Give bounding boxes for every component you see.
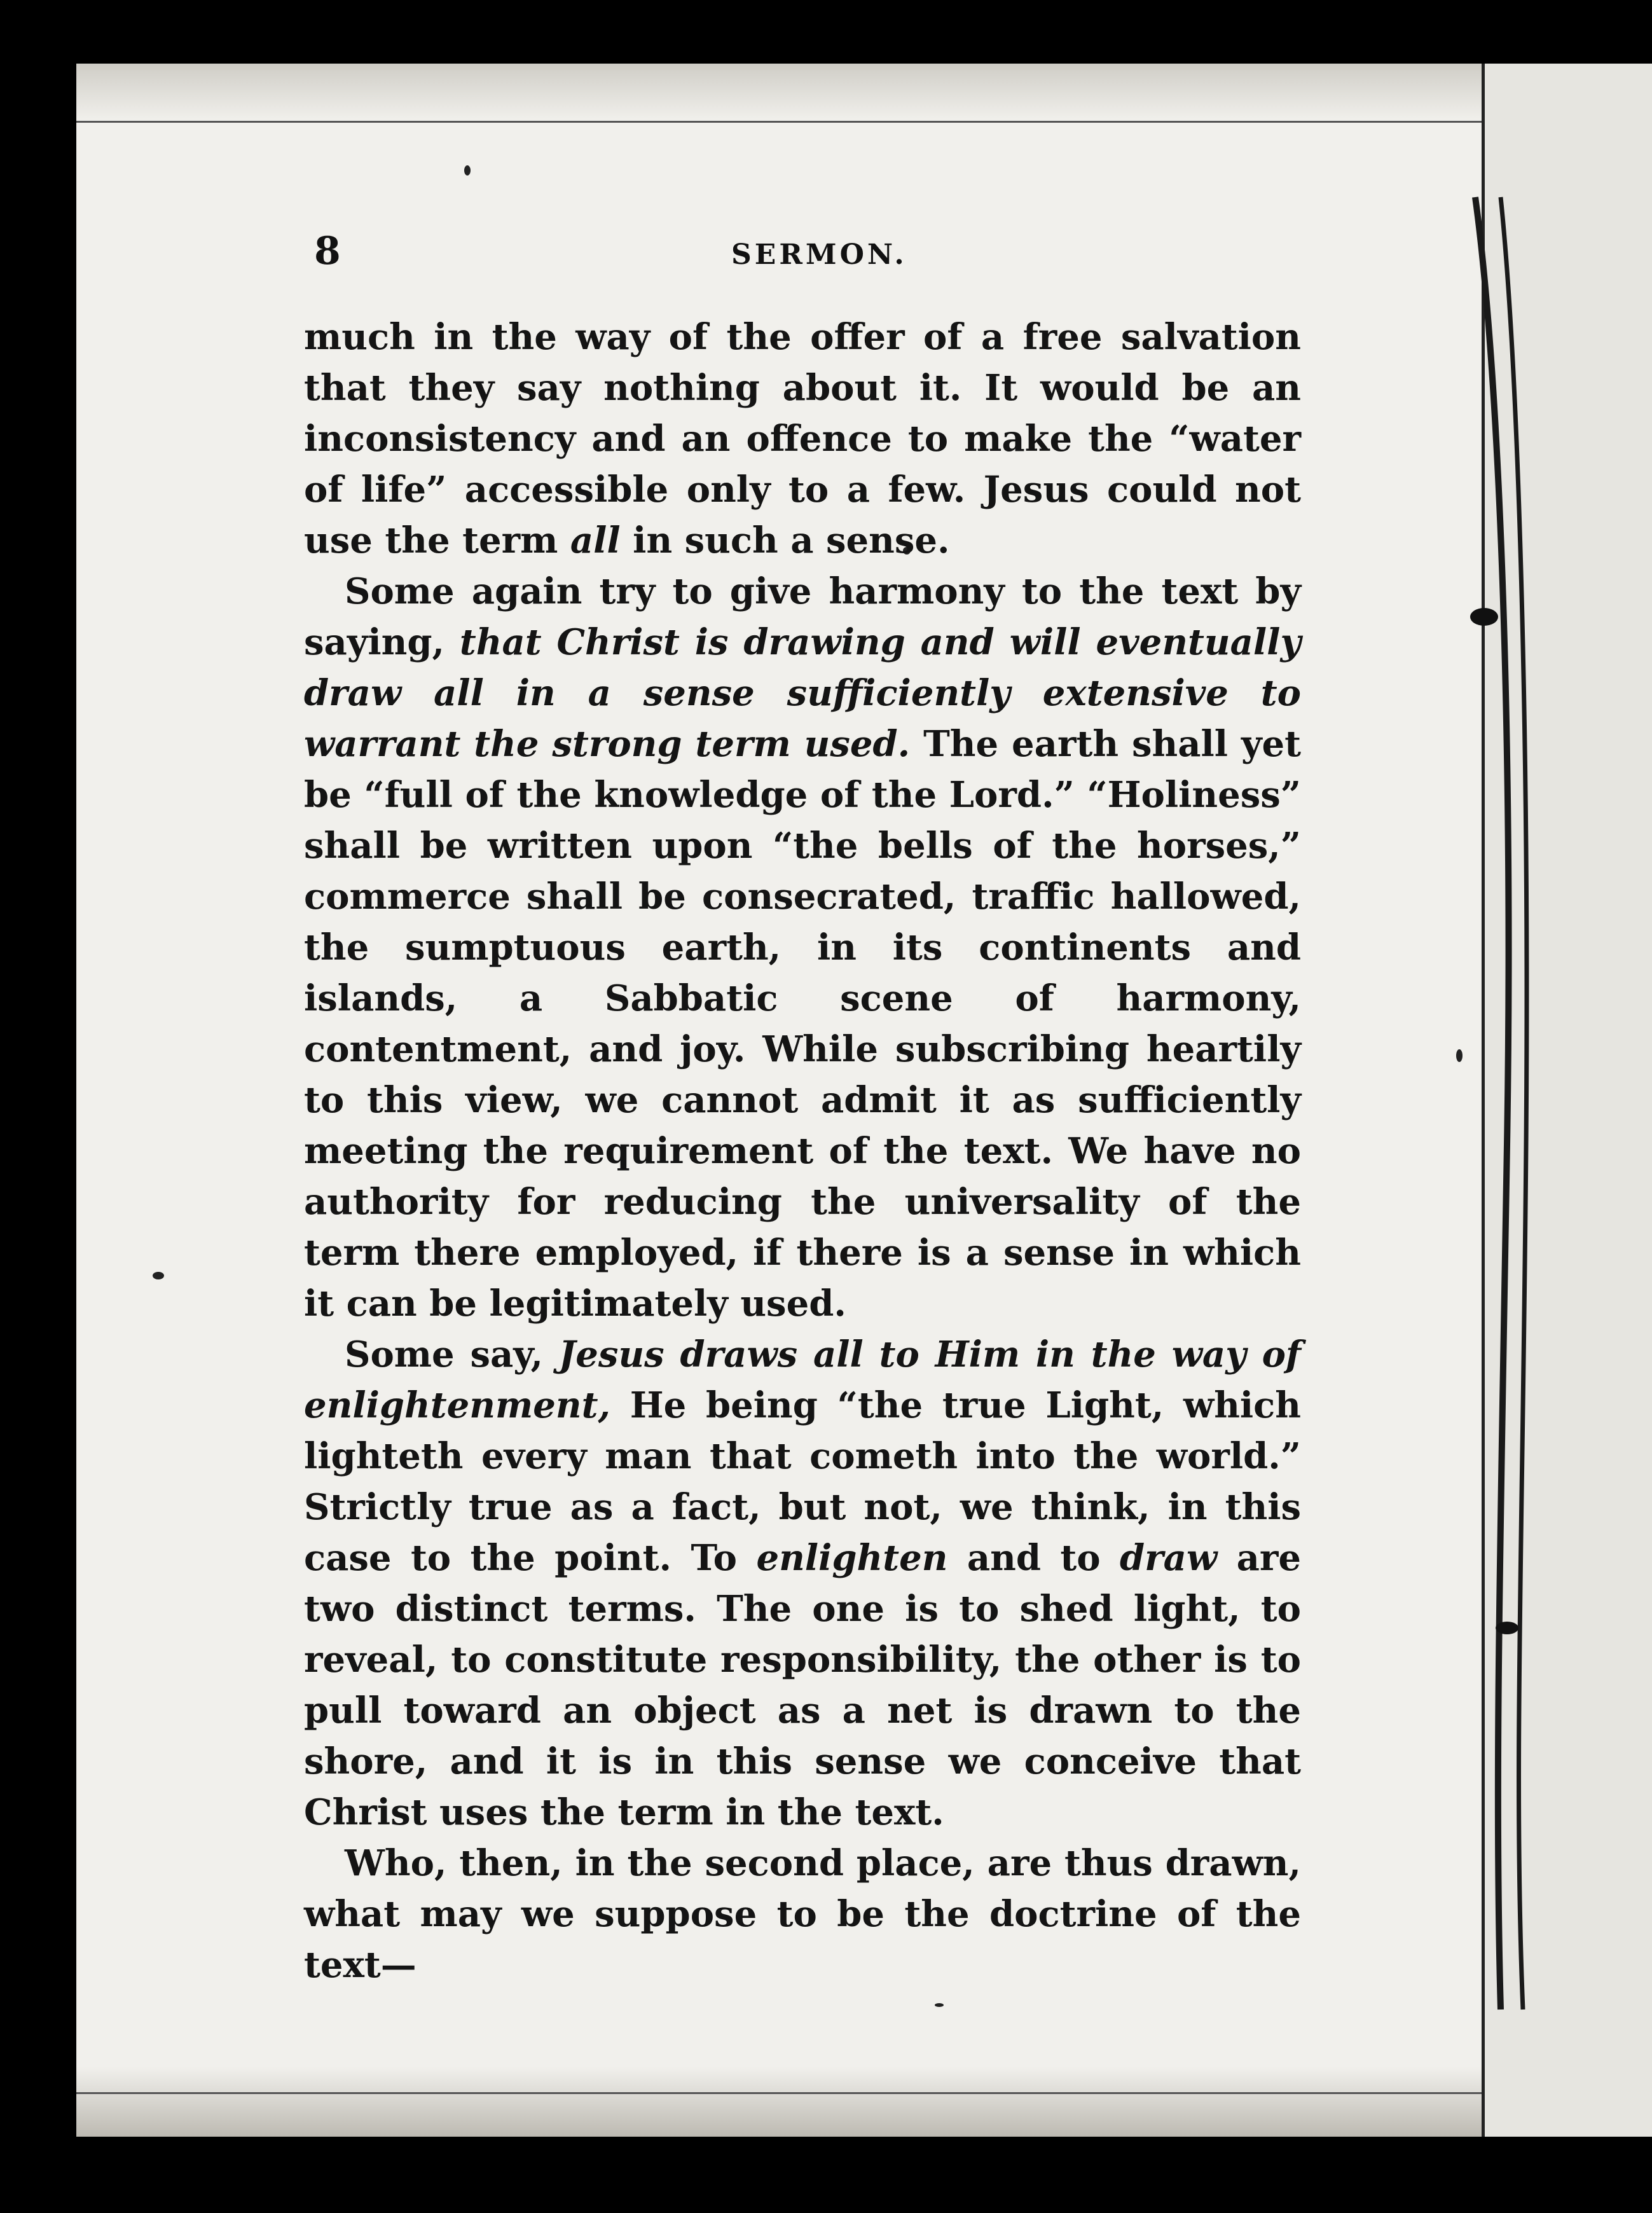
page-number: 8 bbox=[314, 229, 341, 273]
paragraph-3 bbox=[304, 1329, 1301, 1838]
emphasis: draw bbox=[1120, 1537, 1218, 1579]
text-run: and to bbox=[947, 1537, 1120, 1579]
scan-line-top bbox=[76, 121, 1652, 123]
ink-speck bbox=[935, 2003, 944, 2007]
paragraph-1 bbox=[304, 312, 1301, 566]
emphasis: Jesus draws all to Him in the way of enlightenment, bbox=[304, 1334, 1302, 1426]
scan-line-bottom bbox=[76, 2092, 1652, 2094]
emphasis: that Christ is drawing and will eventually draw all in a sense sufficiently extensive to warrant the strong term used. bbox=[304, 621, 1301, 765]
text-run: are two distinct terms. The one is to shed light, to reveal, to constitute responsibility, the other is to pull toward an object as a net is drawn to the shore, and it is in this sense we conceive that Christ uses the term in the text. bbox=[304, 1537, 1301, 1833]
text-run: Some say, bbox=[345, 1334, 559, 1375]
ink-speck bbox=[153, 1272, 164, 1279]
running-head: SERMON. bbox=[731, 238, 907, 271]
text-run: Who, then, in the second place, are thus drawn, what may we suppose to be the doctrine of the text— bbox=[304, 1842, 1301, 1986]
paragraph-2 bbox=[304, 566, 1301, 1329]
ink-speck bbox=[1456, 1049, 1463, 1062]
emphasis: enlighten bbox=[756, 1537, 948, 1579]
text-run: The earth shall yet be “full of the knowledge of the Lord.” “Holiness” shall be written upon “the bells of the horses,” commerce shall be consecrated, traffic hallowed, the sumptuous earth, in its continents and islands, a Sabbatic scene of harmony, contentment, and joy. While subscribing heartily to this view, we cannot admit it as sufficiently meeting the requirement of the text. We have no authority for reducing the universality of the term there employed, if there is a sense in which it can be legitimately used. bbox=[304, 723, 1301, 1325]
body-text bbox=[304, 312, 1301, 1990]
text-run: Some again try to give harmony to the text by saying, bbox=[304, 570, 1301, 663]
paragraph-4 bbox=[304, 1838, 1301, 1990]
text-run: much in the way of the offer of a free salvation that they say nothing about it. It would be an inconsistency and an offence to make the “water of life” accessible only to a few. Jesus could not use the term bbox=[304, 316, 1301, 562]
binding-curve bbox=[1463, 191, 1539, 2022]
text-run: He being “the true Light, which lighteth every man that cometh into the world.” Strictly true as a fact, but not, we think, in this case to the point. To bbox=[304, 1384, 1301, 1579]
paper-bottom-edge bbox=[76, 2067, 1652, 2137]
emphasis: all bbox=[570, 520, 621, 562]
text-run: in such a sense. bbox=[620, 520, 950, 562]
ink-speck bbox=[464, 165, 471, 176]
paper-top-edge bbox=[76, 64, 1652, 121]
